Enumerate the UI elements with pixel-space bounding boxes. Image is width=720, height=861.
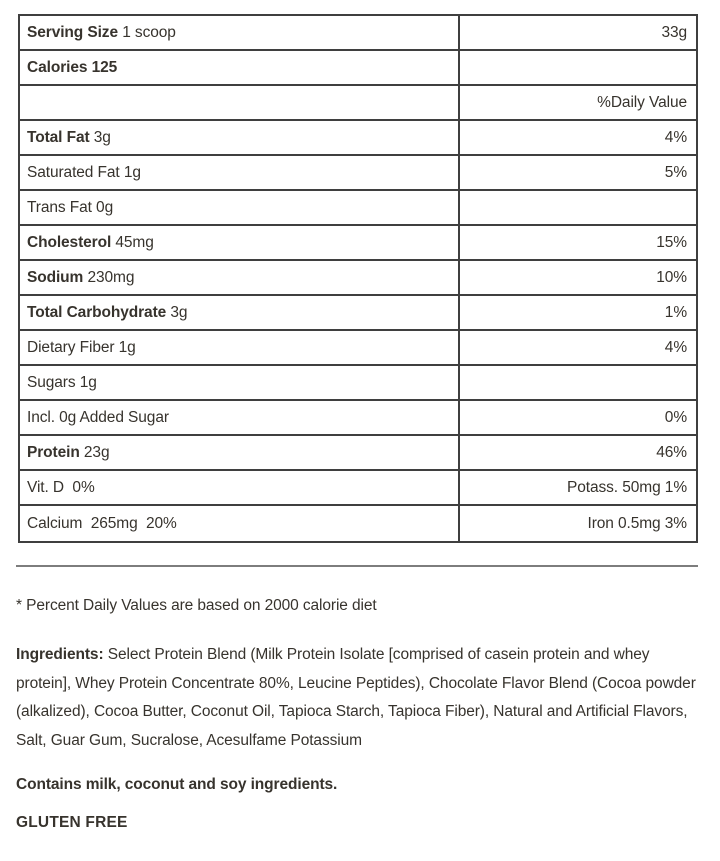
table-row-serving-size bbox=[20, 16, 696, 51]
table-row-calcium-iron bbox=[20, 506, 696, 541]
nutrient-value bbox=[460, 51, 696, 84]
nutrient-label: Total Carbohydrate 3g bbox=[20, 296, 460, 329]
table-row-protein bbox=[20, 436, 696, 471]
nutrient-label: Calories 125 bbox=[20, 51, 460, 84]
ingredients-text: Select Protein Blend (Milk Protein Isolate [comprised of casein protein and whey protein], Whey Protein Concentrate 80%, Leucine Peptides), Chocolate Flavor Blend (Cocoa powder (alkalized), Cocoa Butter, Coconut Oil, Tapioca Starch, Tapioca Fiber), Natural and Artificial Flavors, Salt, Guar Gum, Sucralose, Acesulfame Potassium bbox=[16, 646, 696, 750]
nutrient-value: 1% bbox=[664, 303, 687, 321]
nutrient-value bbox=[460, 366, 696, 399]
nutrient-value bbox=[460, 191, 696, 224]
nutrient-value: 4% bbox=[664, 338, 687, 356]
nutrient-label: Dietary Fiber 1g bbox=[20, 331, 460, 364]
separator-line bbox=[16, 565, 698, 567]
ingredients-paragraph bbox=[16, 641, 698, 756]
nutrient-value: 5% bbox=[664, 163, 687, 181]
daily-value-footnote: * Percent Daily Values are based on 2000 calorie diet bbox=[16, 597, 377, 614]
nutrient-label: Total Fat 3g bbox=[20, 121, 460, 154]
table-row-daily-value-header bbox=[20, 86, 696, 121]
table-row-saturated-fat bbox=[20, 156, 696, 191]
table-row-dietary-fiber bbox=[20, 331, 696, 366]
nutrient-value: 46% bbox=[656, 443, 687, 461]
nutrient-label: Cholesterol 45mg bbox=[20, 226, 460, 259]
table-row-sodium bbox=[20, 261, 696, 296]
table-row-trans-fat bbox=[20, 191, 696, 226]
nutrient-label: Protein 23g bbox=[20, 436, 460, 469]
daily-value-header: %Daily Value bbox=[597, 93, 687, 111]
nutrient-label: Sodium 230mg bbox=[20, 261, 460, 294]
nutrient-value: 33g bbox=[661, 23, 687, 41]
nutrient-value: Iron 0.5mg 3% bbox=[587, 514, 687, 532]
gluten-free-claim: GLUTEN FREE bbox=[16, 813, 128, 831]
nutrition-facts-label bbox=[0, 14, 720, 832]
nutrient-label bbox=[20, 86, 460, 119]
ingredients-label: Ingredients: bbox=[16, 646, 104, 663]
table-row-calories bbox=[20, 51, 696, 86]
table-row-total-carbohydrate bbox=[20, 296, 696, 331]
nutrient-value: 4% bbox=[664, 128, 687, 146]
nutrient-label: Sugars 1g bbox=[20, 366, 460, 399]
table-row-added-sugar bbox=[20, 401, 696, 436]
table-row-cholesterol bbox=[20, 226, 696, 261]
nutrient-value: 10% bbox=[656, 268, 687, 286]
nutrient-label: Serving Size 1 scoop bbox=[20, 16, 460, 49]
nutrient-label: Incl. 0g Added Sugar bbox=[20, 401, 460, 434]
nutrient-label: Saturated Fat 1g bbox=[20, 156, 460, 189]
allergen-statement: Contains milk, coconut and soy ingredients. bbox=[16, 775, 338, 793]
nutrient-value: 0% bbox=[664, 408, 687, 426]
table-row-sugars bbox=[20, 366, 696, 401]
table-row-vitamin-d-potassium bbox=[20, 471, 696, 506]
nutrient-value: Potass. 50mg 1% bbox=[567, 478, 687, 496]
nutrient-label: Vit. D 0% bbox=[20, 471, 460, 504]
nutrition-table bbox=[18, 14, 698, 543]
nutrient-label: Calcium 265mg 20% bbox=[20, 506, 460, 541]
nutrient-value: 15% bbox=[656, 233, 687, 251]
nutrient-label: Trans Fat 0g bbox=[20, 191, 460, 224]
table-row-total-fat bbox=[20, 121, 696, 156]
